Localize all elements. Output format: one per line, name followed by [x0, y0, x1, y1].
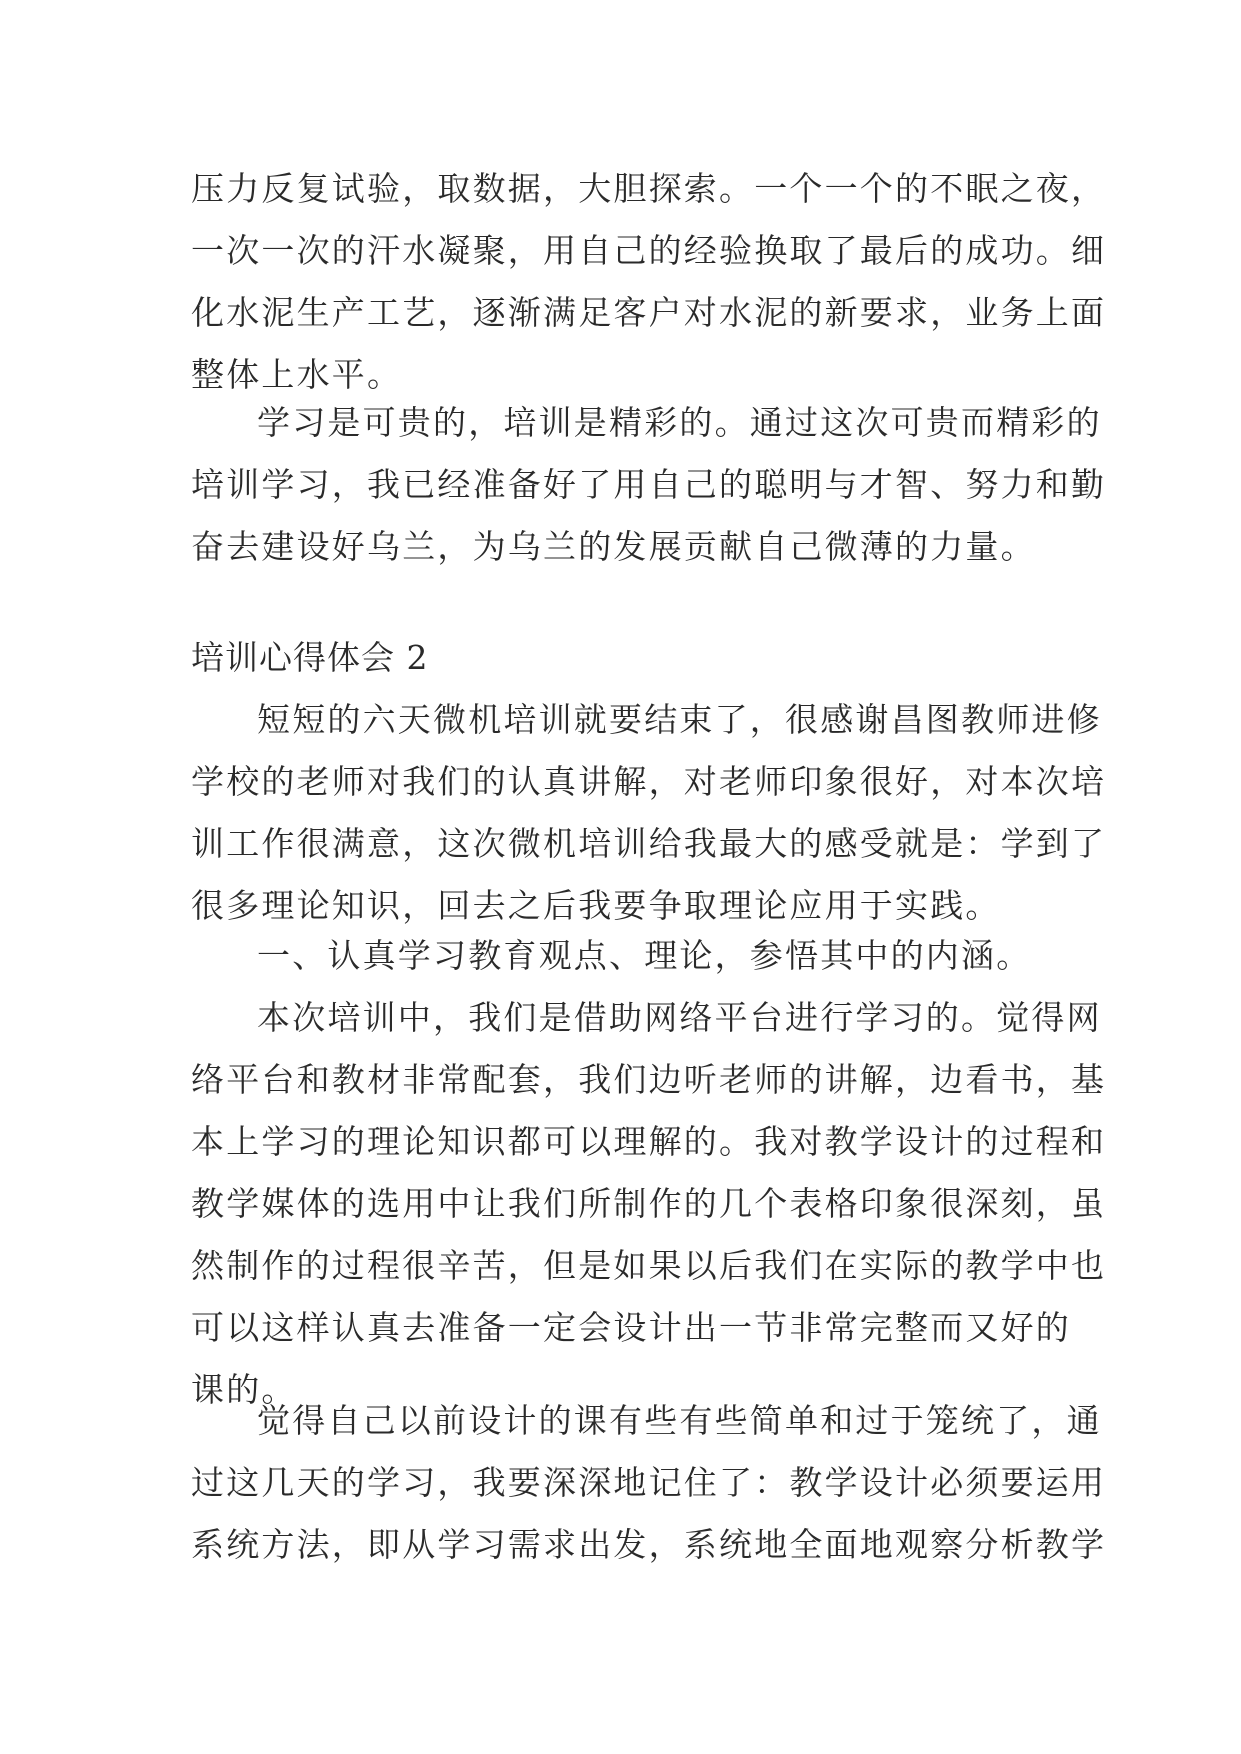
paragraph-line: 学校的老师对我们的认真讲解，对老师印象很好，对本次培	[191, 762, 1107, 801]
paragraph-line: 整体上水平。	[191, 355, 403, 394]
paragraph-line: 络平台和教材非常配套，我们边听老师的讲解，边看书，基	[191, 1060, 1107, 1099]
section-heading-text: 培训心得体会 2	[191, 638, 429, 677]
paragraph-line: 压力反复试验，取数据，大胆探索。一个一个的不眠之夜，	[191, 169, 1107, 208]
paragraph-line: 学习是可贵的，培训是精彩的。通过这次可贵而精彩的	[257, 403, 1102, 442]
paragraph-line: 课的。	[191, 1370, 297, 1409]
paragraph-line: 本次培训中，我们是借助网络平台进行学习的。觉得网	[257, 998, 1102, 1037]
paragraph-line: 系统方法，即从学习需求出发，系统地全面地观察分析教学	[191, 1525, 1107, 1564]
paragraph-line: 觉得自己以前设计的课有些有些简单和过于笼统了，通	[257, 1401, 1102, 1440]
paragraph-4	[191, 925, 1051, 987]
section-heading	[191, 627, 1051, 689]
paragraph-line: 一次一次的汗水凝聚，用自己的经验换取了最后的成功。细	[191, 231, 1107, 270]
paragraph-line: 训工作很满意，这次微机培训给我最大的感受就是：学到了	[191, 824, 1107, 863]
paragraph-line: 奋去建设好乌兰，为乌兰的发展贡献自己微薄的力量。	[191, 527, 1036, 566]
paragraph-line: 很多理论知识，回去之后我要争取理论应用于实践。	[191, 886, 1001, 925]
paragraph-6	[191, 1390, 1107, 1576]
paragraph-line: 可以这样认真去准备一定会设计出一节非常完整而又好的	[191, 1308, 1071, 1347]
paragraph-line: 化水泥生产工艺，逐渐满足客户对水泥的新要求，业务上面	[191, 293, 1107, 332]
paragraph-3	[191, 689, 1107, 937]
paragraph-2	[191, 392, 1107, 578]
paragraph-line: 教学媒体的选用中让我们所制作的几个表格印象很深刻，虽	[191, 1184, 1107, 1223]
paragraph-1	[191, 158, 1107, 406]
paragraph-line: 一、认真学习教育观点、理论，参悟其中的内涵。	[257, 936, 1032, 975]
paragraph-line: 过这几天的学习，我要深深地记住了：教学设计必须要运用	[191, 1463, 1107, 1502]
paragraph-line: 培训学习，我已经准备好了用自己的聪明与才智、努力和勤	[191, 465, 1107, 504]
paragraph-line: 然制作的过程很辛苦，但是如果以后我们在实际的教学中也	[191, 1246, 1107, 1285]
paragraph-line: 本上学习的理论知识都可以理解的。我对教学设计的过程和	[191, 1122, 1107, 1161]
paragraph-line: 短短的六天微机培训就要结束了，很感谢昌图教师进修	[257, 700, 1102, 739]
